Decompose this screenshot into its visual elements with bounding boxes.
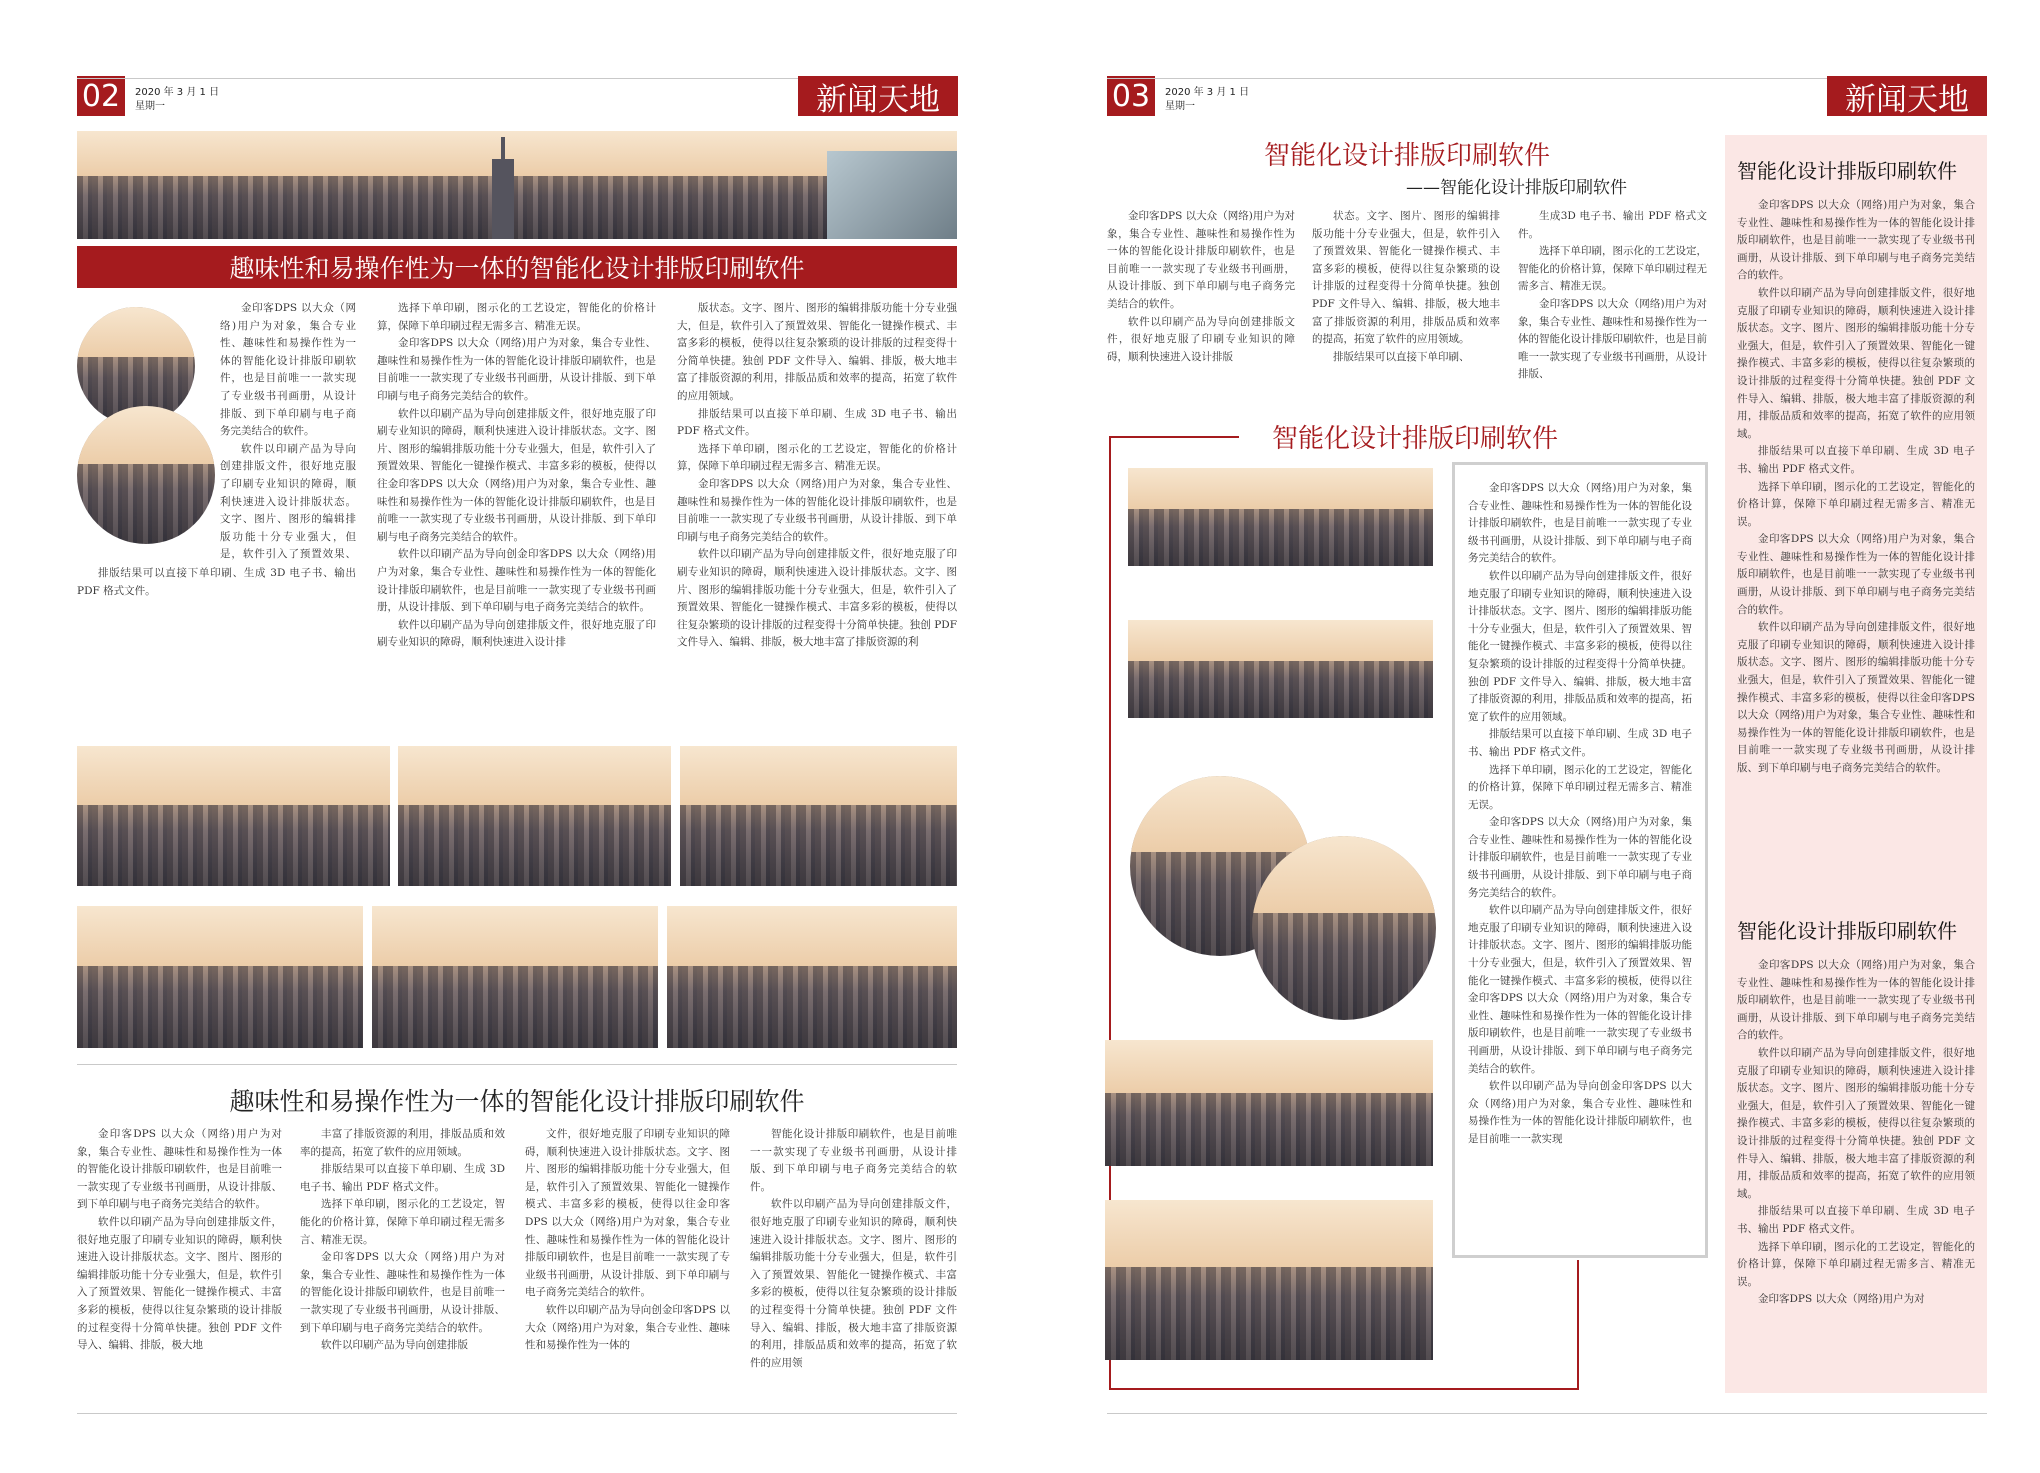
footer-rule xyxy=(77,1413,957,1414)
paragraph: 文件，很好地克服了印刷专业知识的障碍，顺利快速进入设计排版状态。文字、图片、图形的编辑排版功能十分专业强大，但是，软件引入了预置效果、智能化一键操作模式、丰富多彩的模板，使得以往金印客DPS 以大众（网络)用户为对象，集合专业性、趣味性和易操作性为一体的智能化设计排版印刷软件，也是目前唯一一款实现了专业级书刊画册，从设计排版、到下单印刷与电子商务完美结合的软件。 xyxy=(525,1128,730,1299)
top-col1 xyxy=(1107,208,1295,393)
paragraph: 软件以印刷产品为导向创建排版文件，很好地克服了印刷专业知识的障碍，顺利快速进入设计排版状态。文字、图片、图形的编辑排版功能十分专业强大，但是，软件引入了预置效果、智能化一键操作模式、丰富多彩的模板，使得以往金印客DPS 以大众（网络)用户为对象，集合专业性、趣味性和易操作性为一体的智能化设计排版印刷软件，也是目前唯一一款实现了专业级书刊画册，从设计排版、到下单印刷与电子商务完美结合的软件。 xyxy=(1468,904,1692,1075)
paragraph: 排版结果可以直接下单印刷、 xyxy=(1333,350,1470,363)
sidebar-text-2 xyxy=(1737,957,1975,1382)
city-photo xyxy=(372,906,658,1048)
city-photo xyxy=(1128,620,1433,718)
paragraph: 软件以印刷产品为导向创建排版文件，很好地克服了印刷专业知识的障碍，顺利快速进入设计排版状态。文字、图片、图形的编辑排版功能十分专业强大，但是，软件引入了预置效果、 xyxy=(220,442,356,561)
paragraph: 状态。文字、图片、图形的编辑排版功能十分专业强大，但是，软件引入了预置效果、智能化一键操作模式、丰富多彩的模板，使得以往复杂繁琐的设计排版的过程变得十分简单快捷。独创 PDF 文件导入、编辑、排版，极大地丰富了排版资源的利用，排版品质和效率的提高，拓宽了软件的应用领域。 xyxy=(1312,210,1500,346)
issue-date xyxy=(135,86,219,114)
article1-col2 xyxy=(377,300,656,735)
article1-col1-top xyxy=(220,300,356,565)
paragraph: 软件以印刷产品为导向创建排版文件，很好地克服了印刷专业知识的障碍，顺利快速进入设计排版状态。文字、图片、图形的编辑排版功能十分专业强大，但是，软件引入了预置效果、智能化一键操作模式、丰富多彩的模板，使得以往复杂繁琐的设计排版的过程变得十分简单快捷。独创 PDF 文件导入、编辑、排版，极大地丰富了排版资源的利用，排版品质和效率的提高，拓宽了软件的应用领 xyxy=(750,1198,957,1369)
article2-col4 xyxy=(750,1126,957,1396)
city-photo xyxy=(77,906,363,1048)
paragraph: 排版结果可以直接下单印刷、生成 3D 电子书、输出 PDF 格式文件。 xyxy=(300,1163,505,1193)
article-title: 智能化设计排版印刷软件 xyxy=(1263,141,1550,171)
paragraph: 软件以印刷产品为导向创建排版文件，很好地克服了印刷专业知识的障碍，顺利快速进入设计排版状态。文字、图片、图形的编辑排版功能十分专业强大，但是，软件引入了预置效果、智能化一键操作模式、丰富多彩的模板，使得以往复杂繁琐的设计排版的过程变得十分简单快捷。独创 PDF 文件导入、编辑、排版，极大地丰富了排版资源的利用，排版品质和效率的提高，拓宽了软件的应用领域。 xyxy=(1468,569,1692,723)
paragraph: 软件以印刷产品为导向创金印客DPS 以大众（网络)用户为对象，集合专业性、趣味性和易操作性为一体的 xyxy=(525,1303,730,1352)
headline-bar: 趣味性和易操作性为一体的智能化设计排版印刷软件 xyxy=(77,246,957,288)
article1-col1-bottom xyxy=(77,565,356,735)
paragraph: 软件以印刷产品为导向创金印客DPS 以大众（网络)用户为对象，集合专业性、趣味性和易操作性为一体的智能化设计排版印刷软件，也是目前唯一一款实现了专业级书刊画册，从设计排版、到下单印刷与电子商务完美结合的软件。 xyxy=(377,548,656,614)
paragraph: 金印客DPS 以大众（网络)用户为对象，集合专业性、趣味性和易操作性为一体的智能化设计排版印刷软件，也是目前唯一一款实现了专业级书刊画册，从设计排版、到下单印刷与电子商务完美结合的软件。 xyxy=(77,1128,282,1211)
sidebar xyxy=(1725,135,1987,1393)
city-photo xyxy=(1105,1040,1433,1166)
paragraph: 金印客DPS 以大众（网络)用户为对象，集合专业性、趣味性和易操作性为一体的智能化设计排版印刷软件，也是目前唯一一款实现了专业级书刊画册，从设计排版、到下单印刷与电子商务完美结合的软件。 xyxy=(677,477,957,543)
paragraph: 软件以印刷产品为导向创建排版文件，很好地克服了印刷专业知识的障碍，顺利快速进入设计排版状态。文字、图片、图形的编辑排版功能十分专业强大，但是，软件引入了预置效果、智能化一键操作模式、丰富多彩的模板，使得以往金印客DPS 以大众（网络)用户为对象，集合专业性、趣味性和易操作性为一体的智能化设计排版印刷软件，也是目前唯一一款实现了专业级书刊画册，从设计排版、到下单印刷与电子商务完美结合的软件。 xyxy=(377,407,656,543)
sidebar-title-2: 智能化设计排版印刷软件 xyxy=(1737,919,1957,943)
paragraph: 选择下单印刷，图示化的工艺设定，智能化的价格计算，保障下单印刷过程无需多言、精准无误。 xyxy=(300,1198,505,1246)
paragraph: 生成3D 电子书、输出 PDF 格式文件。 xyxy=(1518,210,1707,240)
date-text: 2020 年 3 月 1 日 xyxy=(135,87,220,98)
paragraph: 选择下单印刷，图示化的工艺设定，智能化的价格计算，保障下单印刷过程无需多言、精准无误。 xyxy=(677,442,957,473)
city-photo xyxy=(680,746,957,886)
section-title: 新闻天地 xyxy=(1827,76,1987,116)
paragraph: 金印客DPS 以大众（网络)用户为对 xyxy=(1758,1293,1925,1306)
page-number: 02 xyxy=(77,76,125,116)
article1-col3 xyxy=(677,300,957,735)
paragraph: 金印客DPS 以大众（网络)用户为对象，集合专业性、趣味性和易操作性为一体的智能化设计排版印刷软件，也是目前唯一一款实现了专业级书刊画册，从设计排版、到下单印刷与电子商务完美结合的软件。 xyxy=(1737,959,1975,1042)
paragraph: 选择下单印刷，图示化的工艺设定，智能化的价格计算，保障下单印刷过程无需多言、精准无误。 xyxy=(1737,1240,1975,1288)
weekday-text: 星期一 xyxy=(135,101,165,112)
paragraph: 排版结果可以直接下单印刷、生成 3D 电子书、输出 PDF 格式文件。 xyxy=(1737,445,1975,475)
paragraph: 软件以印刷产品为导向创金印客DPS 以大众（网络)用户为对象，集合专业性、趣味性和易操作性为一体的智能化设计排版印刷软件，也是目前唯一一款实现 xyxy=(1468,1080,1692,1145)
city-circle-photo-2 xyxy=(77,406,215,544)
paragraph: 丰富了排版资源的利用，排版品质和效率的提高，拓宽了软件的应用领域。 xyxy=(300,1128,505,1158)
footer-rule xyxy=(1107,1413,1987,1414)
city-photo xyxy=(398,746,671,886)
page-number: 03 xyxy=(1107,76,1155,116)
city-photo xyxy=(77,746,390,886)
paragraph: 金印客DPS 以大众（网络)用户为对象，集合专业性、趣味性和易操作性为一体的智能化设计排版印刷软件，也是目前唯一一款实现了专业级书刊画册，从设计排版、到下单印刷与电子商务完美结合的软件。 xyxy=(1468,482,1692,565)
paragraph: 智能化设计排版印刷软件，也是目前唯一一款实现了专业级书刊画册，从设计排版、到下单印刷与电子商务完美结合的软件。 xyxy=(750,1128,957,1193)
paragraph: 金印客DPS 以大众（网络)用户为对象，集合专业性、趣味性和易操作性为一体的智能化设计排版印刷软件，也是目前唯一一款实现了专业级书刊画册，从设计排版、 xyxy=(1518,297,1707,381)
sidebar-text-1 xyxy=(1737,197,1975,907)
box-text xyxy=(1468,480,1692,1243)
paragraph: 金印客DPS 以大众（网络)用户为对象，集合专业性、趣味性和易操作性为一体的智能化设计排版印刷软件，也是目前唯一一款实现了专业级书刊画册，从设计排版、到下单印刷与电子商务完美结合的软件。 xyxy=(1468,816,1692,899)
weekday-text: 星期一 xyxy=(1165,101,1195,112)
city-circle-photo-2 xyxy=(1252,836,1436,1020)
date-text: 2020 年 3 月 1 日 xyxy=(1165,87,1250,98)
paragraph: 软件以印刷产品为导向创建排版文件，很好地克服了印刷专业知识的障碍，顺利快速进入设计排版状态。文字、图片、图形的编辑排版功能十分专业强大，但是，软件引入了预置效果、智能化一键操作模式、丰富多彩的模板，使得以往复杂繁琐的设计排版的过程变得十分简单快捷。独创 PDF 文件导入、编辑、排版，极大地丰富了排版资源的利 xyxy=(677,548,957,649)
paragraph: 金印客DPS 以大众（网络)用户为对象，集合专业性、趣味性和易操作性为一体的智能化设计排版印刷软件，也是目前唯一一款实现了专业级书刊画册，从设计排版、到下单印刷与电子商务完美结合的软件。 xyxy=(1107,210,1295,310)
paragraph: 软件以印刷产品为导向创建排版文件，很好地克服了印刷专业知识的障碍，顺利快速进入设计排 xyxy=(377,618,656,649)
paragraph: 选择下单印刷，图示化的工艺设定，智能化的价格计算，保障下单印刷过程无需多言、精准无误。 xyxy=(377,302,656,332)
paragraph: 排版结果可以直接下单印刷、生成 3D 电子书、输出 PDF 格式文件。 xyxy=(77,567,356,597)
city-banner-photo xyxy=(77,131,957,239)
paragraph: 软件以印刷产品为导向创建排版文件，很好地克服了印刷专业知识的障碍，顺利快速进入设计排版状态。文字、图片、图形的编辑排版功能十分专业强大，但是，软件引入了预置效果、智能化一键操作模式、丰富多彩的模板，使得以往复杂繁琐的设计排版的过程变得十分简单快捷。独创 PDF 文件导入、编辑、排版，极大地丰富了排版资源的利用，排版品质和效率的提高，拓宽了软件的应用领域。 xyxy=(1737,1046,1975,1200)
paragraph: 软件以印刷产品为导向创建排版 xyxy=(321,1339,468,1352)
paragraph: 金印客DPS 以大众（网络)用户为对象，集合专业性、趣味性和易操作性为一体的智能化设计排版印刷软件，也是目前唯一一款实现了专业级书刊画册，从设计排版、到下单印刷与电子商务完美结合的软件。 xyxy=(377,337,656,402)
city-photo xyxy=(667,906,957,1048)
red-frame-line-right xyxy=(1577,1260,1579,1390)
sidebar-title-1: 智能化设计排版印刷软件 xyxy=(1737,159,1957,183)
text-box xyxy=(1452,462,1708,1258)
paragraph: 软件以印刷产品为导向创建排版文件，很好地克服了印刷专业知识的障碍，顺利快速进入设计排版状态。文字、图片、图形的编辑排版功能十分专业强大，但是，软件引入了预置效果、智能化一键操作模式、丰富多彩的模板，使得以往复杂繁琐的设计排版的过程变得十分简单快捷。独创 PDF 文件导入、编辑、排版，极大地 xyxy=(77,1215,282,1352)
headline-2: 趣味性和易操作性为一体的智能化设计排版印刷软件 xyxy=(229,1087,805,1116)
section-title: 新闻天地 xyxy=(798,76,958,116)
article-subtitle: ——智能化设计排版印刷软件 xyxy=(1406,178,1627,198)
article2-col2 xyxy=(300,1126,505,1396)
paragraph: 金印客DPS 以大众（网络)用户为对象，集合专业性、趣味性和易操作性为一体的智能化设计排版印刷软件，也是目前唯一一款实现了专业级书刊画册，从设计排版、到下单印刷与电子商务完美结合的软件。 xyxy=(300,1251,505,1334)
issue-date xyxy=(1165,86,1249,114)
paragraph: 金印客DPS 以大众（网络)用户为对象，集合专业性、趣味性和易操作性为一体的智能化设计排版印刷软件，也是目前唯一一款实现了专业级书刊画册，从设计排版、到下单印刷与电子商务完美结合的软件。 xyxy=(1737,533,1975,616)
paragraph: 排版结果可以直接下单印刷、生成 3D 电子书、输出 PDF 格式文件。 xyxy=(677,407,957,438)
city-photo xyxy=(1128,468,1433,566)
paragraph: 软件以印刷产品为导向创建排版文件，很好地克服了印刷专业知识的障碍，顺利快速进入设计排版状态。文字、图片、图形的编辑排版功能十分专业强大，但是，软件引入了预置效果、智能化一键操作模式、丰富多彩的模板，使得以往金印客DPS 以大众（网络)用户为对象，集合专业性、趣味性和易操作性为一体的智能化设计排版印刷软件，也是目前唯一一款实现了专业级书刊画册，从设计排版、到下单印刷与电子商务完美结合的软件。 xyxy=(1737,621,1975,774)
red-frame-line-bottom xyxy=(1109,1388,1579,1390)
box-title: 智能化设计排版印刷软件 xyxy=(1271,424,1558,454)
paragraph: 选择下单印刷，图示化的工艺设定，智能化的价格计算，保障下单印刷过程无需多言、精准无误。 xyxy=(1737,480,1975,528)
article2-col3 xyxy=(525,1126,730,1396)
paragraph: 选择下单印刷，图示化的工艺设定，智能化的价格计算，保障下单印刷过程无需多言、精准无误。 xyxy=(1518,245,1707,293)
city-photo xyxy=(1105,1200,1433,1360)
paragraph: 选择下单印刷，图示化的工艺设定，智能化的价格计算，保障下单印刷过程无需多言、精准无误。 xyxy=(1468,763,1692,811)
paragraph: 软件以印刷产品为导向创建排版文件，很好地克服了印刷专业知识的障碍，顺利快速进入设计排版 xyxy=(1107,315,1295,363)
paragraph: 金印客DPS 以大众（网络)用户为对象，集合专业性、趣味性和易操作性为一体的智能化设计排版印刷软件，也是目前唯一一款实现了专业级书刊画册，从设计排版、到下单印刷与电子商务完美结合的软件。 xyxy=(1737,199,1975,282)
paragraph: 软件以印刷产品为导向创建排版文件，很好地克服了印刷专业知识的障碍，顺利快速进入设计排版状态。文字、图片、图形的编辑排版功能十分专业强大，但是，软件引入了预置效果、智能化一键操作模式、丰富多彩的模板，使得以往复杂繁琐的设计排版的过程变得十分简单快捷。独创 PDF 文件导入、编辑、排版，极大地丰富了排版资源的利用，排版品质和效率的提高，拓宽了软件的应用领域。 xyxy=(1737,286,1975,440)
paragraph: 金印客DPS 以大众（网络)用户为对象，集合专业性、趣味性和易操作性为一体的智能化设计排版印刷软件，也是目前唯一一款实现了专业级书刊画册，从设计排版、到下单印刷与电子商务完美结合的软件。 xyxy=(220,302,356,438)
paragraph: 排版结果可以直接下单印刷、生成 3D 电子书、输出 PDF 格式文件。 xyxy=(1737,1205,1975,1235)
paragraph: 排版结果可以直接下单印刷、生成 3D 电子书、输出 PDF 格式文件。 xyxy=(1468,728,1692,758)
article2-col1 xyxy=(77,1126,282,1396)
divider xyxy=(77,1064,957,1065)
red-frame-line-top xyxy=(1109,436,1239,438)
top-col2 xyxy=(1312,208,1500,393)
top-col3 xyxy=(1518,208,1707,393)
paragraph: 版状态。文字、图片、图形的编辑排版功能十分专业强大，但是，软件引入了预置效果、智能化一键操作模式、丰富多彩的模板，使得以往复杂繁琐的设计排版的过程变得十分简单快捷。独创 PDF 文件导入、编辑、排版，极大地丰富了排版资源的利用，排版品质和效率的提高，拓宽了软件的应用领域。 xyxy=(677,302,957,402)
